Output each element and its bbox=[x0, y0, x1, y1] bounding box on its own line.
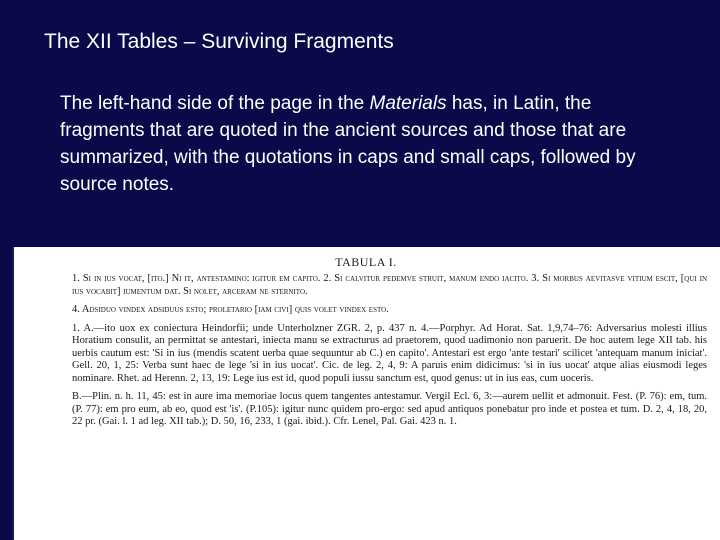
fragments-1-3: 1. Si in ius vocat, [ito.] Ni it, antestamino: igitur em capito. 2. Si calvitur pedemve struit, manum endo iacito. 3. Si morbus aevitasve vitium escit, [qui in ius vocabit] iumentum dat. Si nolet, arceram ne sternito. bbox=[72, 273, 707, 297]
source-note-1b: B.—Plin. n. h. 11, 45: est in aure ima memoriae locus quem tangentes antestamur. Vergil Ecl. 6, 3:—aurem uellit et admonuit. Fest. (P. 76): em, tum. (P. 77): em pro eum, ab eo, quod est 'is'. (P.105): igitur nunc quidem pro-ergo: sed apud antiquos ponebatur pro inde et postea et tum. D. 2, 4, 18, 20, 22 pr. (Gai. l. 1 ad leg. XII tab.); D. 50, 16, 233, 1 (gai. ibid.). Cfr. Lenel, Pal. Gai. 423 n. 1. bbox=[72, 391, 707, 427]
slide-body bbox=[60, 90, 680, 198]
fragment-4: 4. Adsiduo vindex adsiduus esto; proletario [iam civi] quis volet vindex esto. bbox=[72, 304, 389, 315]
document-edge bbox=[12, 247, 14, 540]
body-text-end: has, in Latin, the fragments that are quoted in the ancient sources and those that are summarized, with the quotations in caps and small caps, followed by source notes. bbox=[60, 93, 636, 195]
body-text-italic: Materials bbox=[369, 93, 447, 114]
body-text-start: The left-hand side of the page in the bbox=[60, 93, 370, 114]
slide-title: The XII Tables – Surviving Fragments bbox=[44, 30, 394, 53]
tabula-heading: TABULA I. bbox=[335, 255, 397, 269]
source-note-1a: 1. A.—ito uox ex coniectura Heindorfii; unde Unterholzner ZGR. 2, p. 437 n. 4.—Porphyr. Ad Horat. Sat. 1,9,74–76: Adversarius molesti illius Horatium consulit, an permittat se antestari, iniecta manu se extracturus ad praetorem, quod uadimonio non paruerit. De hoc autem lege XII tab. his uerbis cautum est: 'Si in ius (mendis scatent uerba quae sequuntur ab C.) en capito'. Antestari est ergo 'ante testari' scilicet 'antequam manum iniciat'. Gell. 20, 1, 25: Verba sunt haec de lege 'si in ius uocat'. Cic. de leg. 2, 4, 9: A paruis enim didicimus: 'si in ius uocat' atque alias eiusmodi leges nominare. Rhet. ad Herenn. 2, 13, 19: Lege ius est id, quod populi iussu sanctum est, quod genus: ut in ius eas, cum uoceris. bbox=[72, 322, 707, 384]
document-scan bbox=[12, 247, 720, 540]
document-text bbox=[72, 255, 707, 435]
